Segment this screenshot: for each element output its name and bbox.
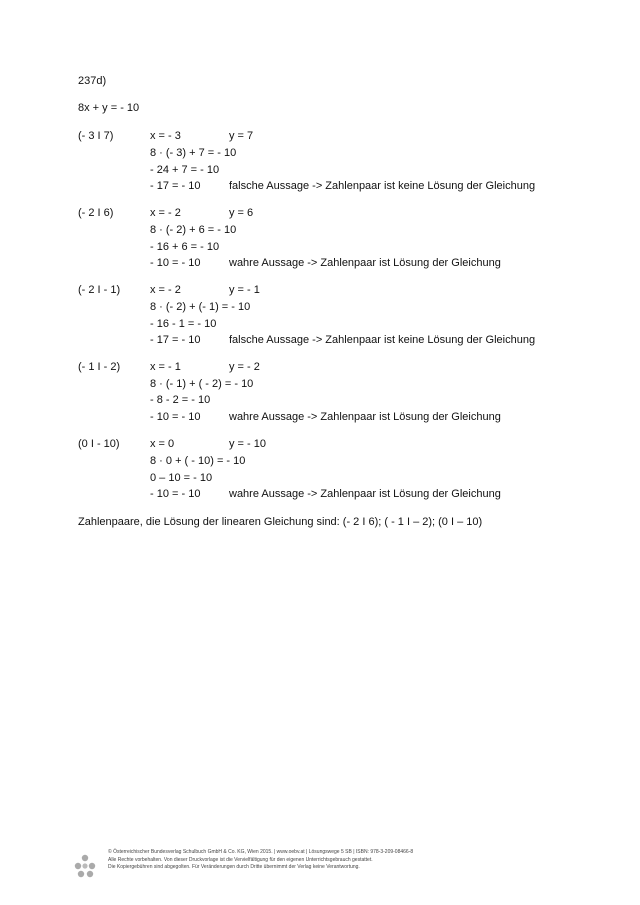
calc-step: - 17 = - 10 <box>150 334 201 346</box>
calc-step: 8 · (- 2) + 6 = - 10 <box>150 224 237 236</box>
calc-step: 8 · (- 2) + (- 1) = - 10 <box>150 301 251 313</box>
x-value: x = 0 <box>150 438 175 450</box>
calc-step: - 10 = - 10 <box>150 488 201 500</box>
y-value: y = 7 <box>229 130 254 142</box>
result-statement: wahre Aussage -> Zahlenpaar ist Lösung der Gleichung <box>229 411 501 423</box>
y-value: y = - 2 <box>229 361 260 373</box>
x-value: x = - 2 <box>150 207 181 219</box>
result-statement: wahre Aussage -> Zahlenpaar ist Lösung der Gleichung <box>229 257 501 269</box>
number-pair: (- 2 I 6) <box>78 207 114 219</box>
footer-fees: Die Kopiergebühren sind abgegolten. Für Veränderungen durch Dritte übernimmt der Verlag keine Verantwortung. <box>108 864 360 870</box>
calc-step: - 8 - 2 = - 10 <box>150 394 211 406</box>
result-statement: wahre Aussage -> Zahlenpaar ist Lösung der Gleichung <box>229 488 501 500</box>
conclusion: Zahlenpaare, die Lösung der linearen Gleichung sind: (- 2 I 6); ( - 1 I – 2); (0 I – 10) <box>78 516 483 528</box>
calc-step: - 16 - 1 = - 10 <box>150 318 217 330</box>
number-pair: (- 2 I - 1) <box>78 284 121 296</box>
y-value: y = 6 <box>229 207 254 219</box>
number-pair: (- 1 I - 2) <box>78 361 121 373</box>
calc-step: - 10 = - 10 <box>150 257 201 269</box>
task-label: 237d) <box>78 75 107 87</box>
equation: 8x + y = - 10 <box>78 102 140 114</box>
number-pair: (0 I - 10) <box>78 438 120 450</box>
calc-step: 8 · (- 1) + ( - 2) = - 10 <box>150 378 254 390</box>
y-value: y = - 1 <box>229 284 260 296</box>
calc-step: - 17 = - 10 <box>150 180 201 192</box>
calc-step: 0 – 10 = - 10 <box>150 472 213 484</box>
footer-copyright: © Österreichischer Bundesverlag Schulbuch GmbH & Co. KG, Wien 2015. | www.oebv.at | Lösungswege 5 SB | ISBN: 978-3-209-08466-8 <box>108 849 414 855</box>
x-value: x = - 3 <box>150 130 181 142</box>
calc-step: - 10 = - 10 <box>150 411 201 423</box>
x-value: x = - 2 <box>150 284 181 296</box>
number-pair: (- 3 I 7) <box>78 130 114 142</box>
footer <box>108 849 578 872</box>
footer-rights: Alle Rechte vorbehalten. Von dieser Druckvorlage ist die Vervielfältigung für den eigenen Unterrichtsgebrauch gestattet. <box>108 856 373 863</box>
result-statement: falsche Aussage -> Zahlenpaar ist keine Lösung der Gleichung <box>229 180 536 192</box>
publisher-logo <box>72 853 98 879</box>
calc-step: 8 · 0 + ( - 10) = - 10 <box>150 455 246 467</box>
calc-step: - 16 + 6 = - 10 <box>150 241 220 253</box>
result-statement: falsche Aussage -> Zahlenpaar ist keine Lösung der Gleichung <box>229 334 536 346</box>
calc-step: - 24 + 7 = - 10 <box>150 164 220 176</box>
calc-step: 8 · (- 3) + 7 = - 10 <box>150 147 237 159</box>
x-value: x = - 1 <box>150 361 181 373</box>
y-value: y = - 10 <box>229 438 266 450</box>
